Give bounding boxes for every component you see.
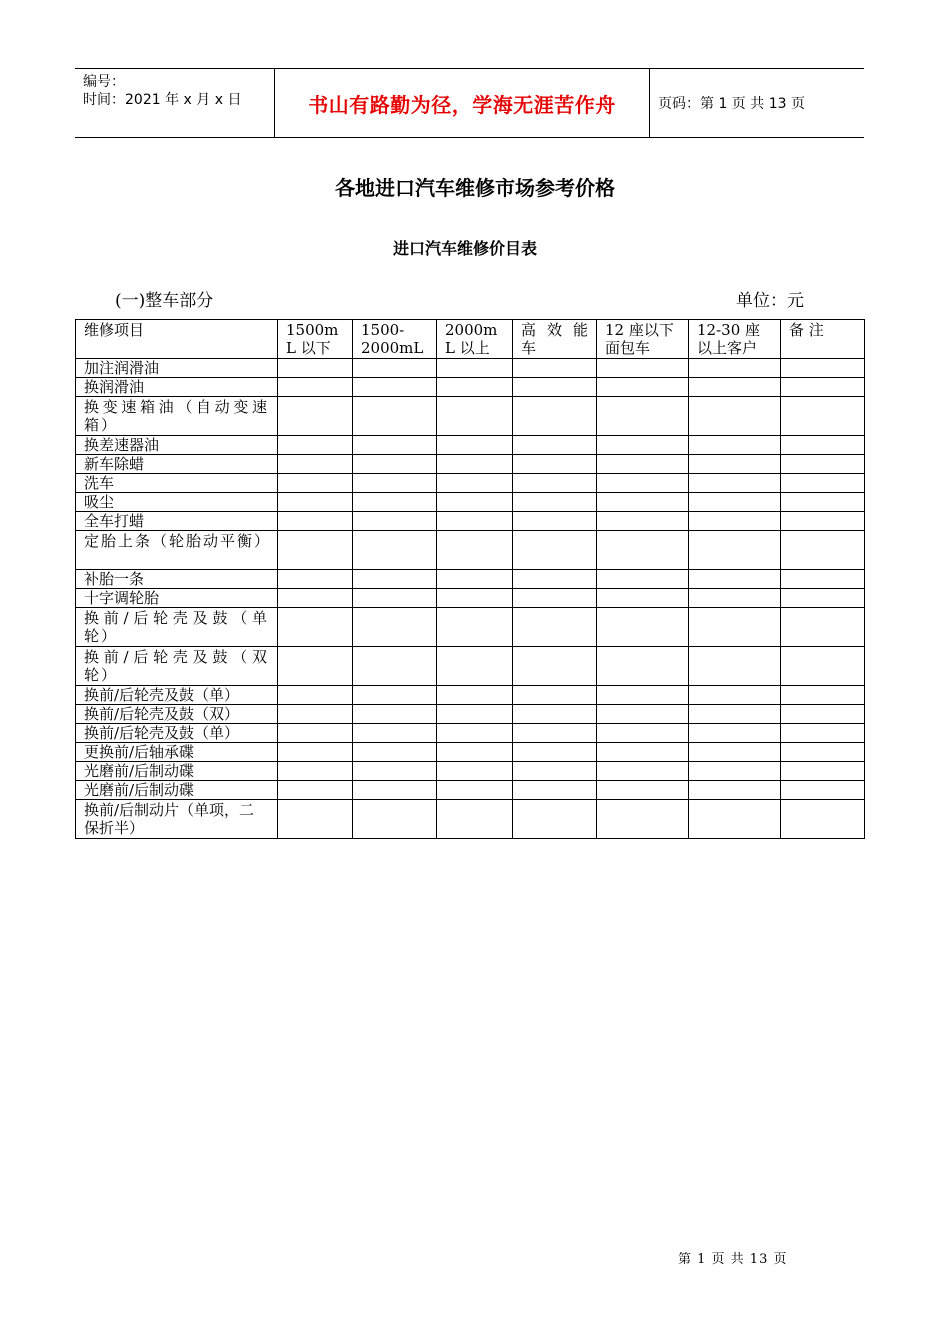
price-cell — [689, 724, 781, 743]
price-cell — [513, 762, 597, 781]
table-row — [76, 705, 865, 724]
price-cell — [353, 724, 437, 743]
price-cell — [353, 493, 437, 512]
price-cell — [781, 531, 865, 570]
repair-item-cell: 全车打蜡 — [76, 512, 278, 531]
price-cell — [353, 359, 437, 378]
price-cell — [513, 589, 597, 608]
repair-item-cell: 吸尘 — [76, 493, 278, 512]
price-cell — [597, 608, 689, 647]
price-cell — [781, 608, 865, 647]
table-row — [76, 781, 865, 800]
price-cell — [689, 608, 781, 647]
table-row — [76, 647, 865, 686]
price-cell — [689, 800, 781, 839]
price-cell — [597, 589, 689, 608]
price-cell — [781, 474, 865, 493]
table-row — [76, 397, 865, 436]
price-cell — [689, 705, 781, 724]
price-cell — [689, 378, 781, 397]
price-cell — [513, 397, 597, 436]
price-cell — [278, 589, 353, 608]
repair-item-cell: 换前/后轮壳及鼓（单） — [76, 724, 278, 743]
table-header-cell: 维修项目 — [76, 320, 278, 359]
price-cell — [353, 512, 437, 531]
price-cell — [781, 781, 865, 800]
repair-item-cell: 换差速器油 — [76, 436, 278, 455]
price-cell — [278, 781, 353, 800]
price-cell — [689, 493, 781, 512]
repair-item-cell: 定胎上条（轮胎动平衡） — [76, 531, 278, 570]
price-cell — [597, 436, 689, 455]
price-cell — [597, 493, 689, 512]
price-cell — [513, 436, 597, 455]
price-cell — [781, 589, 865, 608]
price-cell — [437, 705, 513, 724]
price-cell — [437, 397, 513, 436]
price-cell — [278, 570, 353, 589]
price-cell — [278, 493, 353, 512]
price-cell — [781, 743, 865, 762]
price-cell — [689, 762, 781, 781]
price-cell — [278, 397, 353, 436]
price-cell — [353, 705, 437, 724]
price-cell — [781, 359, 865, 378]
table-header-cell: 备 注 — [781, 320, 865, 359]
price-cell — [437, 762, 513, 781]
price-cell — [353, 686, 437, 705]
document-subtitle: 进口汽车维修价目表 — [392, 239, 537, 258]
price-cell — [781, 397, 865, 436]
price-cell — [689, 781, 781, 800]
price-cell — [781, 570, 865, 589]
price-cell — [353, 455, 437, 474]
price-cell — [353, 570, 437, 589]
price-cell — [278, 647, 353, 686]
price-cell — [513, 455, 597, 474]
price-cell — [278, 474, 353, 493]
price-cell — [353, 589, 437, 608]
price-cell — [353, 531, 437, 570]
price-cell — [689, 397, 781, 436]
price-cell — [597, 705, 689, 724]
price-cell — [513, 781, 597, 800]
price-cell — [513, 608, 597, 647]
table-body — [76, 359, 865, 839]
price-cell — [437, 512, 513, 531]
price-cell — [437, 743, 513, 762]
price-cell — [781, 378, 865, 397]
price-cell — [278, 800, 353, 839]
unit-label: 单位：元 — [736, 291, 804, 311]
price-cell — [513, 378, 597, 397]
price-cell — [689, 359, 781, 378]
price-cell — [353, 474, 437, 493]
price-cell — [781, 647, 865, 686]
price-cell — [597, 762, 689, 781]
price-cell — [597, 781, 689, 800]
price-cell — [513, 359, 597, 378]
price-cell — [689, 474, 781, 493]
price-cell — [597, 378, 689, 397]
price-cell — [437, 570, 513, 589]
repair-item-cell: 换变速箱油（自动变速箱） — [76, 397, 278, 436]
price-cell — [278, 378, 353, 397]
repair-item-cell: 换前/后制动片（单项，二保折半） — [76, 800, 278, 839]
price-cell — [437, 378, 513, 397]
price-cell — [689, 589, 781, 608]
price-cell — [353, 397, 437, 436]
document-number-label: 编号： — [83, 74, 125, 90]
table-row — [76, 724, 865, 743]
price-cell — [781, 493, 865, 512]
price-cell — [278, 762, 353, 781]
page-footer: 第 1 页 共 13 页 — [678, 1252, 788, 1267]
price-cell — [597, 647, 689, 686]
price-cell — [437, 647, 513, 686]
repair-item-cell: 更换前/后轴承碟 — [76, 743, 278, 762]
price-cell — [689, 686, 781, 705]
repair-item-cell: 换前/后轮壳及鼓（双轮） — [76, 647, 278, 686]
repair-item-cell: 换润滑油 — [76, 378, 278, 397]
table-row — [76, 570, 865, 589]
repair-item-cell: 洗车 — [76, 474, 278, 493]
price-cell — [781, 512, 865, 531]
price-cell — [437, 359, 513, 378]
repair-item-cell: 换前/后轮壳及鼓（单） — [76, 686, 278, 705]
table-header-row — [76, 320, 865, 359]
table-header-cell: 12-30 座以上客户 — [689, 320, 781, 359]
table-row — [76, 359, 865, 378]
document-title: 各地进口汽车维修市场参考价格 — [335, 176, 615, 200]
header-page-info: 页码：第 1 页 共 13 页 — [658, 96, 805, 112]
price-cell — [437, 531, 513, 570]
price-cell — [597, 743, 689, 762]
price-cell — [513, 512, 597, 531]
table-row — [76, 455, 865, 474]
repair-item-cell: 十字调轮胎 — [76, 589, 278, 608]
price-cell — [278, 724, 353, 743]
price-cell — [597, 359, 689, 378]
table-header-cell: 2000mL 以上 — [437, 320, 513, 359]
price-cell — [353, 647, 437, 686]
price-cell — [513, 743, 597, 762]
table-row — [76, 378, 865, 397]
price-cell — [689, 531, 781, 570]
price-cell — [353, 378, 437, 397]
price-cell — [513, 570, 597, 589]
section-label: (一)整车部分 — [115, 291, 214, 311]
table-row — [76, 743, 865, 762]
price-cell — [353, 608, 437, 647]
price-cell — [781, 762, 865, 781]
price-cell — [597, 512, 689, 531]
price-cell — [353, 436, 437, 455]
table-row — [76, 474, 865, 493]
table-header-cell: 1500mL 以下 — [278, 320, 353, 359]
price-cell — [353, 762, 437, 781]
price-cell — [437, 608, 513, 647]
price-cell — [278, 743, 353, 762]
table-row — [76, 493, 865, 512]
price-cell — [513, 724, 597, 743]
table-row — [76, 800, 865, 839]
price-cell — [437, 724, 513, 743]
price-cell — [597, 570, 689, 589]
table-header-cell: 12 座以下面包车 — [597, 320, 689, 359]
price-cell — [781, 800, 865, 839]
repair-item-cell: 换前/后轮壳及鼓（单轮） — [76, 608, 278, 647]
repair-item-cell: 光磨前/后制动碟 — [76, 781, 278, 800]
price-cell — [278, 455, 353, 474]
table-row — [76, 512, 865, 531]
repair-item-cell: 加注润滑油 — [76, 359, 278, 378]
price-cell — [781, 724, 865, 743]
price-cell — [781, 455, 865, 474]
document-header — [75, 68, 864, 138]
price-cell — [513, 474, 597, 493]
price-cell — [597, 724, 689, 743]
price-cell — [353, 800, 437, 839]
table-row — [76, 589, 865, 608]
price-cell — [437, 686, 513, 705]
repair-item-cell: 新车除蜡 — [76, 455, 278, 474]
price-cell — [513, 686, 597, 705]
header-meta — [75, 69, 275, 137]
price-cell — [689, 570, 781, 589]
price-cell — [278, 686, 353, 705]
table-row — [76, 686, 865, 705]
price-cell — [437, 436, 513, 455]
table-row — [76, 608, 865, 647]
table-row — [76, 531, 865, 570]
document-time-label: 时间：2021 年 x 月 x 日 — [83, 92, 242, 108]
price-cell — [437, 493, 513, 512]
price-cell — [781, 686, 865, 705]
price-cell — [278, 436, 353, 455]
price-cell — [353, 743, 437, 762]
price-cell — [597, 800, 689, 839]
header-motto: 书山有路勤为径，学海无涯苦作舟 — [275, 69, 650, 137]
price-cell — [689, 743, 781, 762]
price-cell — [689, 436, 781, 455]
price-cell — [597, 474, 689, 493]
table-row — [76, 436, 865, 455]
repair-item-cell: 补胎一条 — [76, 570, 278, 589]
price-cell — [689, 512, 781, 531]
price-cell — [437, 455, 513, 474]
table-header-cell: 1500-2000mL — [353, 320, 437, 359]
price-cell — [278, 359, 353, 378]
price-cell — [597, 455, 689, 474]
price-cell — [513, 531, 597, 570]
repair-item-cell: 换前/后轮壳及鼓（双） — [76, 705, 278, 724]
price-cell — [437, 781, 513, 800]
price-cell — [781, 436, 865, 455]
price-cell — [513, 647, 597, 686]
table-row — [76, 762, 865, 781]
price-cell — [278, 512, 353, 531]
price-cell — [597, 531, 689, 570]
price-cell — [781, 705, 865, 724]
price-cell — [437, 474, 513, 493]
price-cell — [437, 589, 513, 608]
price-cell — [597, 686, 689, 705]
price-cell — [513, 705, 597, 724]
price-cell — [689, 455, 781, 474]
price-cell — [513, 493, 597, 512]
price-cell — [513, 800, 597, 839]
price-cell — [278, 705, 353, 724]
table-header-cell: 高 效 能 车 — [513, 320, 597, 359]
price-table — [75, 319, 865, 839]
price-cell — [689, 647, 781, 686]
price-cell — [278, 531, 353, 570]
price-cell — [278, 608, 353, 647]
price-cell — [353, 781, 437, 800]
price-cell — [597, 397, 689, 436]
price-cell — [437, 800, 513, 839]
repair-item-cell: 光磨前/后制动碟 — [76, 762, 278, 781]
